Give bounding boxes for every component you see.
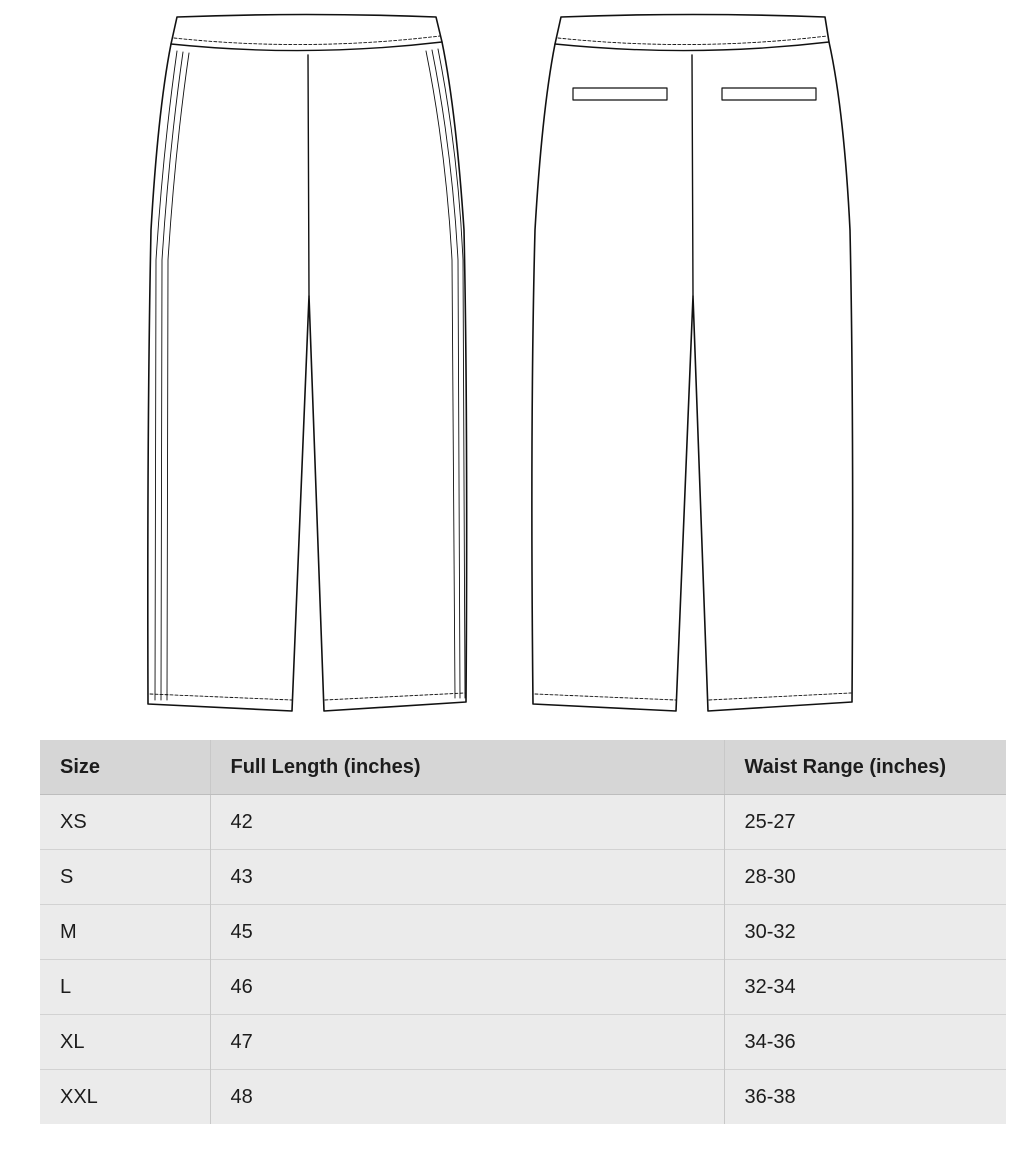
table-row — [40, 1070, 1006, 1125]
pants-front-flat-sketch-icon — [148, 15, 467, 712]
cell-waist-range: 32-34 — [724, 960, 1006, 1015]
cell-full-length: 43 — [210, 850, 724, 905]
cell-size: XS — [40, 795, 210, 850]
back-right-welt-pocket — [722, 88, 816, 100]
cell-full-length: 47 — [210, 1015, 724, 1070]
cell-full-length: 48 — [210, 1070, 724, 1125]
cell-full-length: 46 — [210, 960, 724, 1015]
back-left-welt-pocket — [573, 88, 667, 100]
back-center-seam — [692, 55, 693, 296]
cell-waist-range: 25-27 — [724, 795, 1006, 850]
cell-size: M — [40, 905, 210, 960]
table-row — [40, 795, 1006, 850]
pants-back-flat-sketch-icon — [532, 15, 853, 712]
cell-waist-range: 36-38 — [724, 1070, 1006, 1125]
table-row — [40, 850, 1006, 905]
cell-size: XXL — [40, 1070, 210, 1125]
table-header-row — [40, 740, 1006, 795]
table-row — [40, 905, 1006, 960]
table-row — [40, 1015, 1006, 1070]
header-waist-range: Waist Range (inches) — [724, 740, 1006, 795]
header-full-length: Full Length (inches) — [210, 740, 724, 795]
cell-full-length: 42 — [210, 795, 724, 850]
cell-size: L — [40, 960, 210, 1015]
cell-size: XL — [40, 1015, 210, 1070]
cell-size: S — [40, 850, 210, 905]
size-chart-table — [40, 740, 1006, 1124]
cell-waist-range: 34-36 — [724, 1015, 1006, 1070]
cell-waist-range: 28-30 — [724, 850, 1006, 905]
cell-waist-range: 30-32 — [724, 905, 1006, 960]
cell-full-length: 45 — [210, 905, 724, 960]
table-row — [40, 960, 1006, 1015]
header-size: Size — [40, 740, 210, 795]
front-outline — [148, 15, 467, 712]
